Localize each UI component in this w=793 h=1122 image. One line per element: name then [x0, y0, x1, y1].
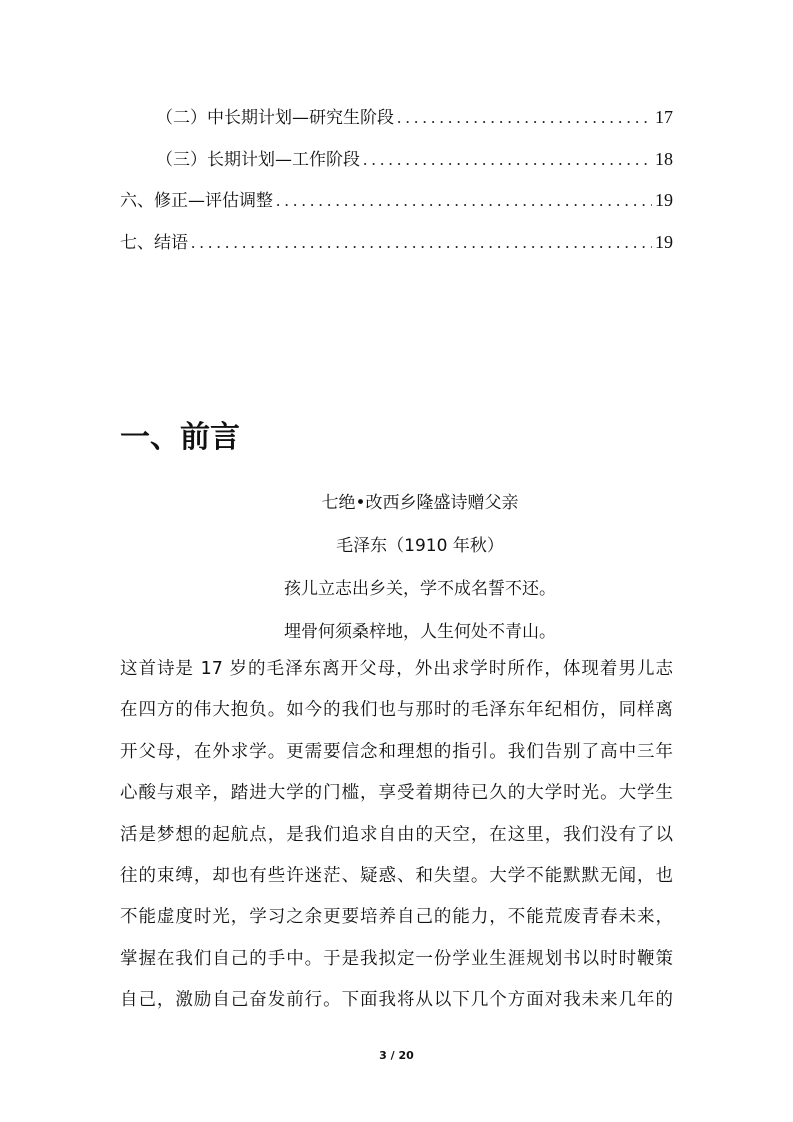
text-line: 往的束缚，却也有些许迷茫、疑惑、和失望。大学不能默默无闻，也: [120, 865, 673, 886]
toc-leader: [397, 108, 652, 128]
toc-page: 19: [655, 231, 673, 252]
poem-line: 埋骨何须桑梓地，人生何处不青山。: [284, 622, 556, 642]
toc-page: 17: [655, 107, 673, 127]
poem-line: 孩儿立志出乡关，学不成名誓不还。: [284, 579, 556, 599]
text-line: 自己，激励自己奋发前行。下面我将从以下几个方面对我未来几年的: [120, 990, 673, 1011]
toc-label: （二）中长期计划—研究生阶段: [156, 108, 394, 128]
toc-label: 六、修正—评估调整: [120, 191, 273, 211]
toc-leader: [191, 233, 652, 253]
toc-label: 七、结语: [120, 232, 188, 253]
poem: [120, 488, 720, 660]
toc-entry[interactable]: [120, 145, 673, 187]
toc-leader: [276, 191, 652, 211]
toc-page: 19: [655, 190, 673, 210]
body-paragraph: [120, 655, 673, 1028]
text-line: 这首诗是 17 岁的毛泽东离开父母，外出求学时所作，体现着男儿志: [120, 659, 673, 679]
toc-page: 18: [655, 148, 673, 169]
text-line: 在四方的伟大抱负。如今的我们也与那时的毛泽东年纪相仿，同样离: [120, 700, 673, 721]
text-line: 活是梦想的起航点，是我们追求自由的天空，在这里，我们没有了以: [120, 824, 673, 845]
poem-author: 毛泽东（1910 年秋）: [336, 536, 504, 556]
section-heading: 一、前言: [120, 420, 240, 455]
toc-leader: [363, 150, 652, 170]
text-line: 心酸与艰辛，踏进大学的门槛，享受着期待已久的大学时光。大学生: [120, 783, 673, 804]
toc-entry[interactable]: [120, 228, 673, 270]
toc-label: （三）长期计划—工作阶段: [156, 149, 360, 170]
table-of-contents: [120, 103, 673, 269]
text-line: 不能虚度时光，学习之余更要培养自己的能力，不能荒废青春未来，: [120, 907, 673, 928]
text-line: 掌握在我们自己的手中。于是我拟定一份学业生涯规划书以时时鞭策: [120, 948, 673, 969]
toc-entry[interactable]: [120, 186, 673, 228]
toc-entry[interactable]: [120, 103, 673, 145]
poem-title: 七绝•改西乡隆盛诗赠父亲: [321, 493, 519, 513]
text-line: 开父母，在外求学。更需要信念和理想的指引。我们告别了高中三年: [120, 741, 673, 762]
page-number: 3 / 20: [379, 1049, 414, 1062]
